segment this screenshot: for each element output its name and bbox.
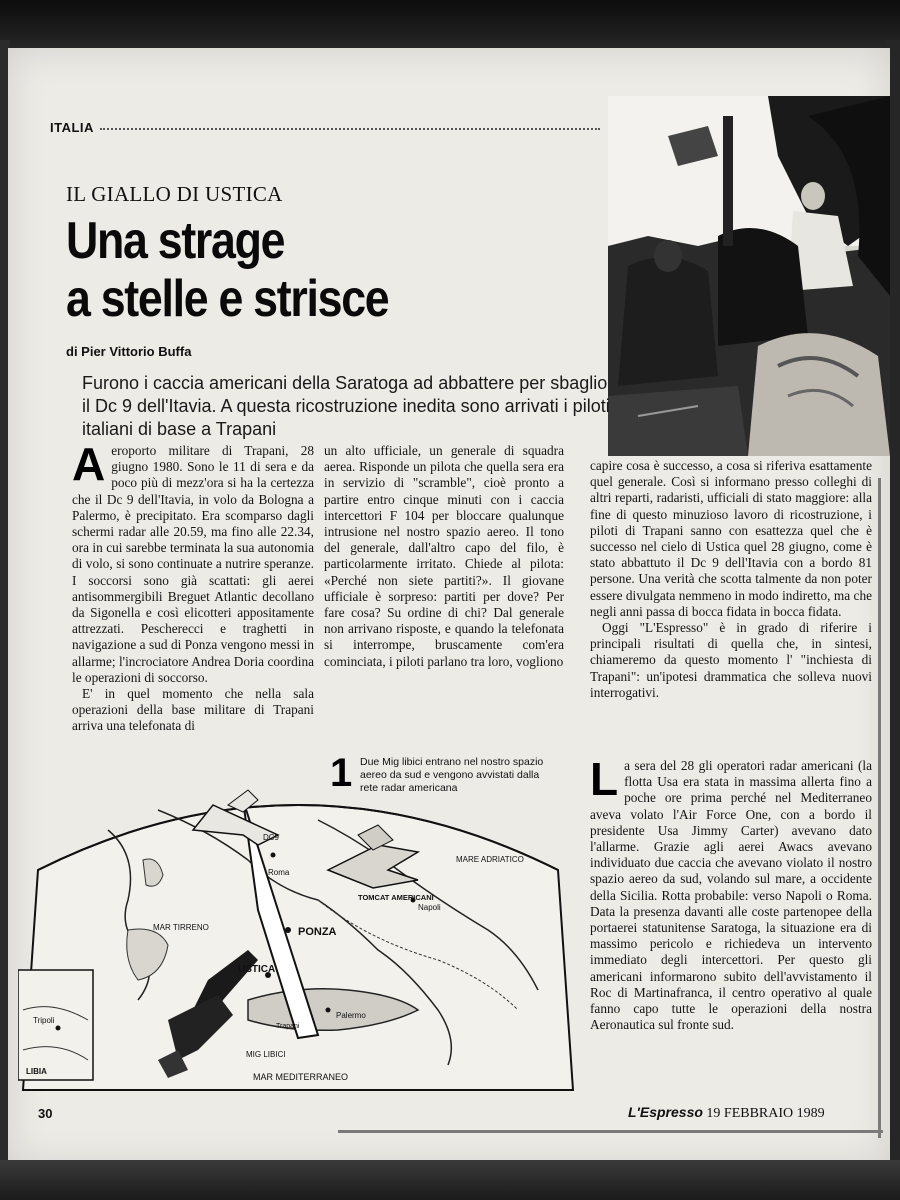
map-label-tirreno: MAR TIRRENO bbox=[153, 923, 209, 932]
map-label-mediterraneo: MAR MEDITERRANEO bbox=[253, 1072, 349, 1082]
page-frame-right bbox=[878, 478, 881, 1138]
map-label-trapani: Trapani bbox=[276, 1023, 300, 1030]
body-column-2 bbox=[324, 443, 564, 670]
map-label-napoli: Napoli bbox=[418, 903, 441, 912]
drop-cap: A bbox=[72, 438, 106, 490]
body-column-3 bbox=[590, 458, 872, 701]
map-label-tripoli: Tripoli bbox=[33, 1016, 55, 1025]
col3-paragraph-1: capire cosa è successo, a cosa si riferiva esattamente quel generale. Così si informano presso colleghi di altri reparti, radaristi, ufficiali di stato maggiore: alla fine di questo minuzioso lavoro di ricostruzione, i piloti di Trapani sanno con esattezza quel che è successo nel cielo di Ustica quel 28 giugno, come è stato abbattuto il Dc 9 dell'Itavia con a bordo 81 persone. Una verità che scotta talmente da non poter essere divulgata nemmeno in modo indiretto, ma che negli anni passa di bocca fidata in bocca fidata. bbox=[590, 458, 872, 619]
caption-number: 1 bbox=[330, 751, 353, 795]
monitor-bezel-bottom bbox=[0, 1160, 900, 1200]
map-label-ponza: PONZA bbox=[298, 926, 337, 938]
map-label-mig: MIG LIBICI bbox=[246, 1050, 286, 1059]
col3b-paragraph-1 bbox=[590, 753, 872, 1033]
body-column-3-continued bbox=[590, 753, 872, 1033]
col1-paragraph-2: E' in quel momento che nella sala operazioni della base militare di Trapani arriva una telefonata di bbox=[72, 686, 314, 734]
map-label-libia: LIBIA bbox=[26, 1067, 47, 1076]
map-label-dc9: DC9 bbox=[263, 833, 280, 842]
article-lead: Furono i caccia americani della Saratoga ad abbattere per sbaglio il Dc 9 dell'Itavia. A questa ricostruzione inedita sono arrivati i piloti italiani di base a Trapani bbox=[82, 373, 610, 439]
monitor-bezel-top bbox=[0, 0, 900, 52]
scanned-magazine-page bbox=[8, 48, 890, 1166]
ustica-map-illustration bbox=[18, 760, 578, 1095]
map-label-ustica: USTICA bbox=[238, 964, 276, 975]
drop-cap-l: L bbox=[590, 753, 619, 805]
section-label: ITALIA bbox=[50, 120, 94, 135]
col1-p1-text: eroporto militare di Trapani, 28 giugno 1980. Sono le 11 di sera e da poco più di mezz'ora si ha la certezza che il Dc 9 dell'Itavia, in volo da Bologna a Palermo, è precipitato. Era scomparso dagli schermi radar alle 20.59, ma fino alle 22.34, ora in cui sarebbe terminata la sua autonomia di volo, si sono continuate a nutrire speranze. I soccorsi sono già scattati: gli aerei antisommergibili Breguet Atlantic decollano da Sigonella e così elicotteri appositamente attrezzati. Pescherecci e traghetti in navigazione a sud di Ponza vengono messi in allarme; l'incrociatore Andrea Doria coordina le operazioni di soccorso. bbox=[72, 443, 314, 685]
article-byline: di Pier Vittorio Buffa bbox=[66, 344, 192, 359]
article-kicker: IL GIALLO DI USTICA bbox=[66, 182, 283, 206]
body-column-1 bbox=[72, 438, 314, 735]
map-label-tomcat: TOMCAT AMERICANI bbox=[358, 893, 434, 902]
map-label-adriatico: MARE ADRIATICO bbox=[456, 855, 524, 864]
col3b-p1-text: a sera del 28 gli operatori radar americani (la flotta Usa era stata in massima allerta fino a poche ore prima perché nel Mediterraneo aveva volato l'Air Force One, con a bordo il presidente Usa Jimmy Carter) avevano dato l'allarme. Grazie agli aerei Awacs avevano individuato due caccia che avevano violato il nostro spazio aereo da sud, volando sul mare, a occidente della Sicilia. Rotta probabile: verso Napoli o Roma. Data la presenza davanti alle coste partenopee della portaerei statunitense Saratoga, la situazione era di massimo pericolo e richiedeva un intervento immediato degli intercettori. Per questo gli americani informarono subito dell'avvistamento il Roc di Martinafranca, il centro operativo al quale fanno capo tutte le operazioni della nostra Aeronautica sul fronte sud. bbox=[590, 758, 872, 1033]
article-photo bbox=[608, 96, 890, 456]
page-number: 30 bbox=[38, 1106, 53, 1121]
publication-date: 19 FEBBRAIO 1989 bbox=[706, 1106, 825, 1121]
article-headline bbox=[66, 212, 513, 328]
map-label-palermo: Palermo bbox=[336, 1011, 366, 1020]
caption-text: Due Mig libici entrano nel nostro spazio aereo da sud e vengono avvistati dalla rete radar americana bbox=[360, 756, 544, 794]
headline-line-2: a stelle e strisce bbox=[66, 270, 389, 328]
map-label-roma: Roma bbox=[268, 868, 290, 877]
page-frame-bottom bbox=[338, 1130, 883, 1133]
col1-paragraph-1 bbox=[72, 438, 314, 686]
publication-footer bbox=[628, 1104, 825, 1122]
col2-paragraph-1: un alto ufficiale, un generale di squadra aerea. Risponde un pilota che quella sera era in servizio di "scramble", cioè pronto a partire entro cinque minuti con i caccia intercettori F 104 per bloccare qualunque intrusione nel nostro spazio aereo. Il tono del generale, dall'altro capo del filo, è particolarmente irritato. Chiede al pilota: «Perché non siete partiti?». Il giovane ufficiale è sorpreso: partiti per dove? Per fare cosa? Su ordine di chi? Dal generale non arrivano risposte, e quando la telefonata si interrompe, bruscamente com'era cominciata, i piloti parlano tra loro, vogliono bbox=[324, 443, 564, 669]
publication-name: L'Espresso bbox=[628, 1104, 703, 1120]
col3-paragraph-2: Oggi "L'Espresso" è in grado di riferire i principali risultati di quella che, in sintesi, chiameremo da questo momento l' "inchiesta di Trapani": un'ipotesi drammatica che solleva nuovi interrogativi. bbox=[590, 620, 872, 700]
headline-line-1: Una strage bbox=[66, 212, 285, 270]
section-divider bbox=[100, 128, 600, 130]
